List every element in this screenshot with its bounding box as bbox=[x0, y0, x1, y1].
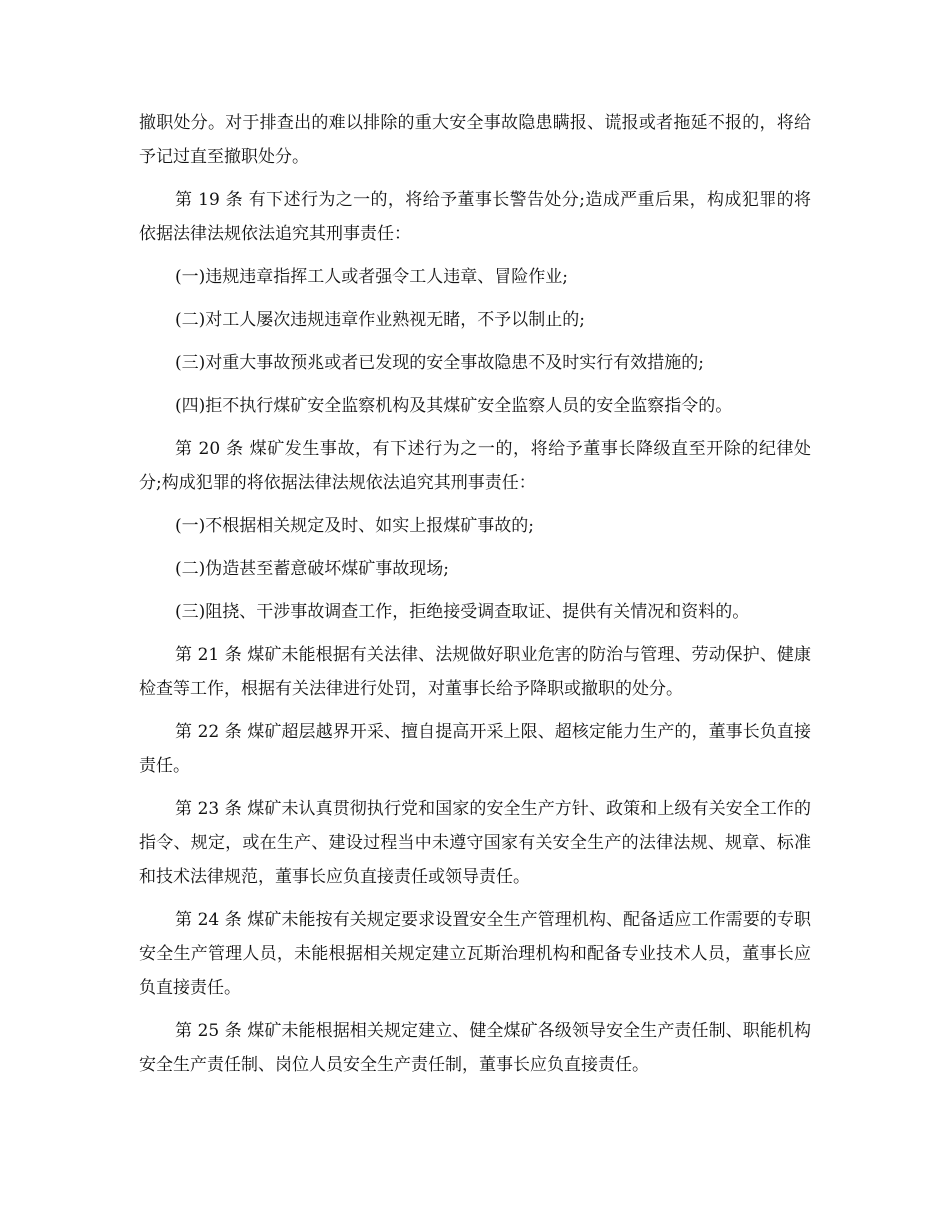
article-19: 第 19 条 有下述行为之一的，将给予董事长警告处分;造成严重后果，构成犯罪的将依据法律法规依法追究其刑事责任： bbox=[139, 190, 811, 244]
document-body bbox=[139, 106, 811, 1091]
article-21: 第 21 条 煤矿未能根据有关法律、法规做好职业危害的防治与管理、劳动保护、健康检查等工作，根据有关法律进行处罚，对董事长给予降职或撤职的处分。 bbox=[139, 645, 811, 699]
article-25: 第 25 条 煤矿未能根据相关规定建立、健全煤矿各级领导安全生产责任制、职能机构安全生产责任制、岗位人员安全生产责任制，董事长应负直接责任。 bbox=[139, 1021, 811, 1075]
article-24: 第 24 条 煤矿未能按有关规定要求设置安全生产管理机构、配备适应工作需要的专职安全生产管理人员，未能根据相关规定建立瓦斯治理机构和配备专业技术人员，董事长应负直接责任。 bbox=[139, 910, 811, 998]
article-20-item-2: (二)伪造甚至蓄意破坏煤矿事故现场; bbox=[175, 559, 449, 579]
article-19-item-1: (一)违规违章指挥工人或者强令工人违章、冒险作业; bbox=[175, 267, 568, 287]
article-19-item-4: (四)拒不执行煤矿安全监察机构及其煤矿安全监察人员的安全监察指令的。 bbox=[175, 396, 733, 416]
article-20-item-1: (一)不根据相关规定及时、如实上报煤矿事故的; bbox=[175, 516, 534, 536]
article-19-item-3: (三)对重大事故预兆或者已发现的安全事故隐患不及时实行有效措施的; bbox=[175, 353, 704, 373]
article-22: 第 22 条 煤矿超层越界开采、擅自提高开采上限、超核定能力生产的，董事长负直接责任。 bbox=[139, 722, 811, 776]
article-23: 第 23 条 煤矿未认真贯彻执行党和国家的安全生产方针、政策和上级有关安全工作的指令、规定，或在生产、建设过程当中未遵守国家有关安全生产的法律法规、规章、标准和技术法律规范，董事长应负直接责任或领导责任。 bbox=[139, 799, 811, 887]
paragraph-continuation: 撤职处分。对于排查出的难以排除的重大安全事故隐患瞒报、谎报或者拖延不报的，将给予记过直至撤职处分。 bbox=[139, 113, 811, 167]
article-19-item-2: (二)对工人屡次违规违章作业熟视无睹，不予以制止的; bbox=[175, 310, 585, 330]
article-20-item-3: (三)阻挠、干涉事故调查工作，拒绝接受调查取证、提供有关情况和资料的。 bbox=[175, 602, 750, 622]
article-20: 第 20 条 煤矿发生事故，有下述行为之一的，将给予董事长降级直至开除的纪律处分;构成犯罪的将依据法律法规依法追究其刑事责任： bbox=[139, 439, 811, 493]
